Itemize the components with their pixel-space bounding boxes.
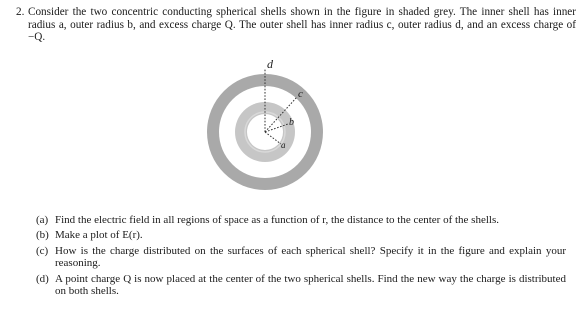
problem-statement-block bbox=[16, 6, 576, 44]
part-c bbox=[36, 245, 566, 270]
part-text: Make a plot of E(r). bbox=[55, 229, 143, 242]
part-a bbox=[36, 214, 566, 226]
concentric-shells-figure bbox=[198, 56, 332, 206]
label-a: a bbox=[281, 140, 286, 150]
problem-number: 2. bbox=[16, 6, 25, 18]
part-d bbox=[36, 273, 566, 298]
question-parts bbox=[36, 214, 566, 300]
part-label: (b) bbox=[36, 229, 49, 242]
part-text: Find the electric field in all regions of space as a function of r, the distance to the center of the shells. bbox=[55, 214, 499, 226]
label-d: d bbox=[267, 57, 273, 71]
label-b: b bbox=[289, 117, 294, 128]
part-label: (a) bbox=[36, 214, 49, 226]
shells-diagram bbox=[198, 56, 332, 206]
part-b bbox=[36, 229, 566, 241]
part-label: (c) bbox=[36, 244, 49, 257]
part-text: A point charge Q is now placed at the center of the two spherical shells. Find the new way the charge is distributed on both shells. bbox=[55, 272, 566, 298]
part-text: How is the charge distributed on the surfaces of each spherical shell? Specify it in the figure and explain your reasoning. bbox=[55, 244, 566, 270]
problem-statement: Consider the two concentric conducting spherical shells shown in the figure in shaded grey. The inner shell has inner radius a, outer radius b, and excess charge Q. The outer shell has inner radius c, outer radius d, and an excess charge of −Q. bbox=[28, 6, 576, 44]
part-label: (d) bbox=[36, 272, 49, 285]
label-c: c bbox=[298, 88, 303, 100]
